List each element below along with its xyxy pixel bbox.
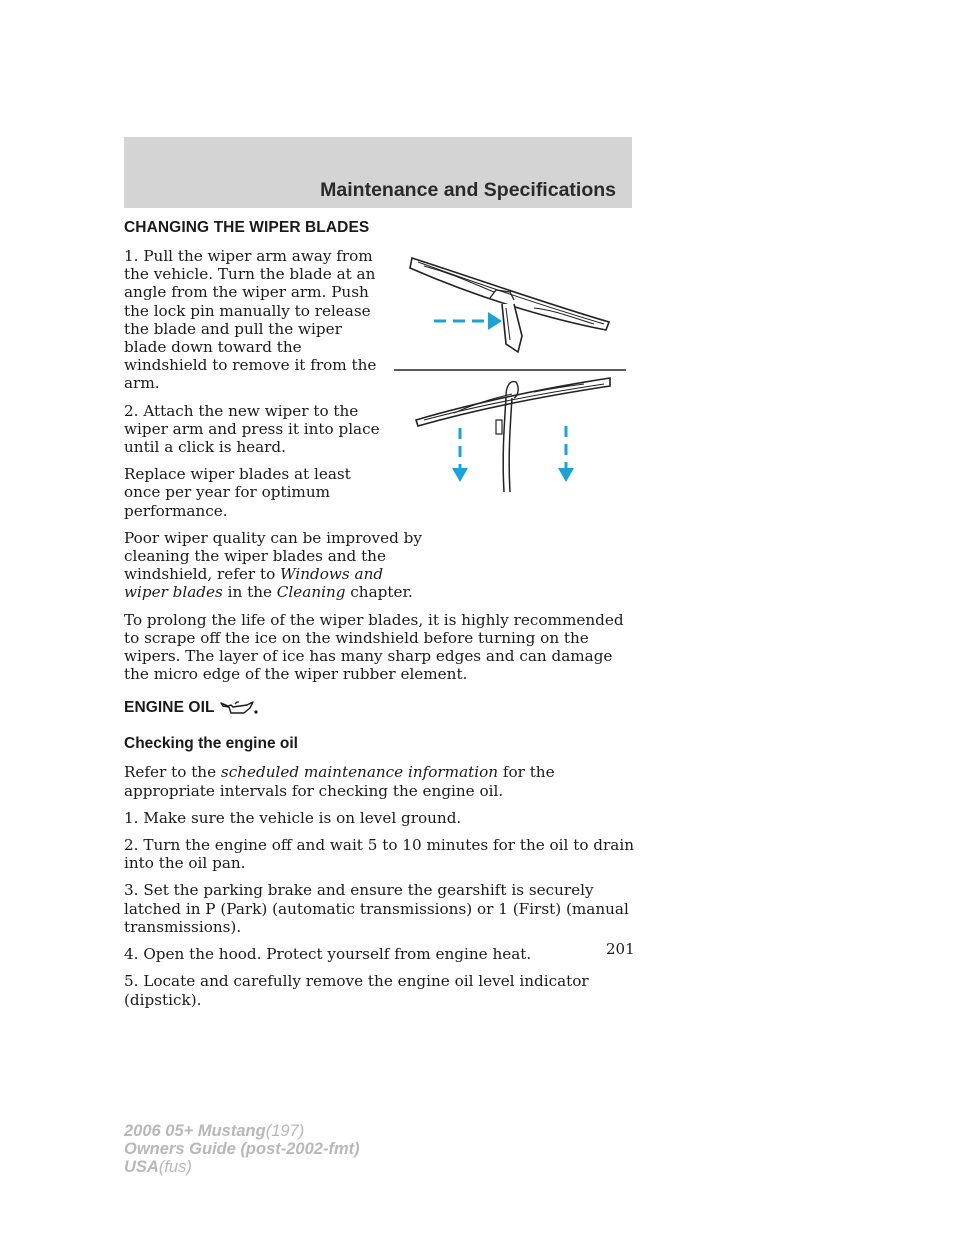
poor-text-c: chapter.	[345, 583, 413, 602]
footer-market: USA	[124, 1158, 159, 1176]
wiper-poor-quality-note	[124, 529, 424, 602]
oil-step-2: 2. Turn the engine off and wait 5 to 10 minutes for the oil to drain into the oil pan.	[124, 836, 634, 873]
oil-step-3: 3. Set the parking brake and ensure the gearshift is securely latched in P (Park) (automatic transmissions) or 1 (First) (manual transmissions).	[124, 881, 629, 936]
footer-line-1	[124, 1122, 360, 1140]
section-header-band	[124, 137, 632, 208]
wiper-replace-note: Replace wiper blades at least once per year for optimum performance.	[124, 465, 351, 520]
oil-step-5: 5. Locate and carefully remove the engine oil level indicator (dipstick).	[124, 972, 589, 1009]
document-footer	[124, 1122, 360, 1176]
footer-line-2: Owners Guide (post-2002-fmt)	[124, 1140, 360, 1158]
footer-line-3	[124, 1158, 360, 1176]
wiper-prolong-note: To prolong the life of the wiper blades, it is highly recommended to scrape off the ice on the windshield before turning on the wipers. The layer of ice has many sharp edges and can damage the micro edge of the wiper rubber element.	[124, 610, 624, 684]
refer-text-a: Refer to the	[124, 763, 221, 782]
wiper-step-2: 2. Attach the new wiper to the wiper arm and press it into place until a click is heard.	[124, 401, 380, 457]
page-content	[124, 219, 640, 1018]
engine-oil-heading-row	[124, 699, 640, 717]
engine-oil-heading: ENGINE OIL	[124, 699, 215, 717]
poor-text-b: in the	[222, 583, 277, 602]
footer-model: 2006 05+ Mustang	[124, 1122, 266, 1140]
scheduled-maintenance-reference: scheduled maintenance information	[220, 763, 499, 782]
footer-model-code: (197)	[265, 1122, 305, 1140]
wiper-heading: CHANGING THE WIPER BLADES	[124, 219, 370, 236]
oil-can-icon	[219, 700, 259, 716]
wiper-step-1: 1. Pull the wiper arm away from the vehicle. Turn the blade at an angle from the wiper arm. Push the lock pin manually to release the blade and pull the wiper blade down toward the windshield to remove it from the arm.	[124, 247, 377, 393]
poor-text-a: Poor wiper quality can be improved by cleaning the wiper blades and the windshield, refer to	[124, 528, 422, 584]
section-title: Maintenance and Specifications	[320, 179, 616, 201]
checking-oil-subheading: Checking the engine oil	[124, 735, 298, 753]
footer-market-code: (fus)	[158, 1158, 192, 1176]
windows-wiper-reference: Windows and wiper blades	[124, 565, 384, 602]
oil-step-1: 1. Make sure the vehicle is on level ground.	[124, 808, 462, 827]
refer-text-b: for the appropriate intervals for checking the engine oil.	[124, 763, 555, 800]
page-number: 201	[606, 940, 635, 958]
oil-step-4: 4. Open the hood. Protect yourself from engine heat.	[124, 945, 532, 964]
oil-refer-note	[124, 763, 640, 799]
cleaning-chapter-reference: Cleaning	[276, 583, 346, 602]
